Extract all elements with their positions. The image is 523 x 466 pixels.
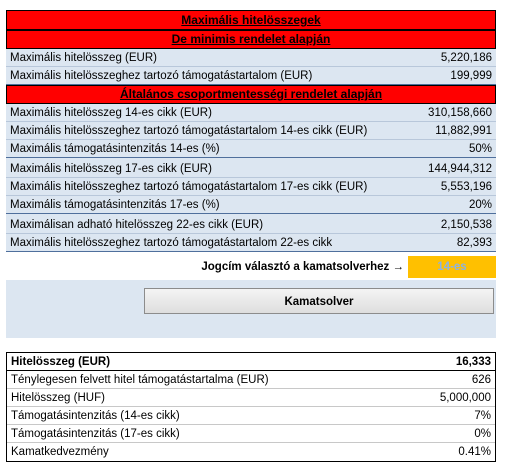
article-selector-label: Jogcím választó a kamatsolverhez → bbox=[201, 261, 404, 273]
result-row bbox=[7, 425, 495, 443]
row-value: 2,150,538 bbox=[440, 219, 492, 231]
loan-amount-input[interactable]: 16,333 bbox=[455, 356, 491, 368]
row-label: Támogatásintenzitás (14-es cikk) bbox=[11, 410, 180, 422]
article17-row bbox=[6, 160, 496, 178]
article17-row bbox=[6, 178, 496, 196]
row-value: 144,944,312 bbox=[428, 163, 492, 175]
row-value: 310,158,660 bbox=[428, 107, 492, 119]
row-label: Maximális hitelösszeghez tartozó támogatástartalom (EUR) bbox=[10, 70, 313, 82]
result-row bbox=[7, 371, 495, 389]
article14-row bbox=[6, 140, 496, 158]
row-value: 199,999 bbox=[450, 70, 492, 82]
row-label: Maximális hitelösszeg 14-es cikk (EUR) bbox=[10, 107, 212, 119]
row-value: 11,882,991 bbox=[435, 125, 492, 137]
row-label: Támogatásintenzitás (17-es cikk) bbox=[11, 428, 180, 440]
row-label: Ténylegesen felvett hitel támogatástartalma (EUR) bbox=[11, 374, 269, 386]
row-value: 82,393 bbox=[456, 237, 492, 249]
result-row bbox=[7, 443, 495, 461]
deminimis-header: De minimis rendelet alapján bbox=[6, 30, 496, 49]
row-label: Maximális támogatásintenzitás 14-es (%) bbox=[10, 143, 220, 155]
row-label: Maximális hitelösszeghez tartozó támogatástartalom 22-es cikk bbox=[10, 237, 333, 249]
row-value: 5,000,000 bbox=[439, 392, 491, 404]
row-label: Maximális hitelösszeghez tartozó támogatástartalom 14-es cikk (EUR) bbox=[10, 125, 368, 137]
article14-row bbox=[6, 104, 496, 122]
row-value: 20% bbox=[468, 199, 492, 211]
article22-row bbox=[6, 234, 496, 252]
article-selector-dropdown[interactable]: 14-es bbox=[408, 256, 496, 278]
altalanos-header: Általános csoportmentességi rendelet alapján bbox=[6, 85, 496, 104]
deminimis-row bbox=[6, 67, 496, 85]
main-title: Maximális hitelösszegek bbox=[6, 10, 496, 30]
row-label: Maximális hitelösszeghez tartozó támogatástartalom 17-es cikk (EUR) bbox=[10, 181, 368, 193]
row-label: Maximálisan adható hitelösszeg 22-es cikk (EUR) bbox=[10, 219, 264, 231]
row-label: Kamatkedvezmény bbox=[11, 446, 109, 458]
row-value: 626 bbox=[471, 374, 491, 386]
row-value: 0% bbox=[474, 428, 491, 440]
row-label: Hitelösszeg (EUR) bbox=[11, 356, 111, 368]
row-value: 50% bbox=[468, 143, 492, 155]
article14-row bbox=[6, 122, 496, 140]
row-label: Hitelösszeg (HUF) bbox=[11, 392, 105, 404]
deminimis-row bbox=[6, 49, 496, 67]
loan-amount-row bbox=[7, 353, 495, 371]
row-value: 7% bbox=[474, 410, 491, 422]
row-value: 5,553,196 bbox=[440, 181, 492, 193]
row-label: Maximális hitelösszeg 17-es cikk (EUR) bbox=[10, 163, 212, 175]
article17-row bbox=[6, 196, 496, 214]
spreadsheet-sheet bbox=[6, 10, 496, 462]
kamatsolver-button[interactable]: Kamatsolver bbox=[144, 288, 494, 314]
row-label: Maximális hitelösszeg (EUR) bbox=[10, 52, 157, 64]
article22-row bbox=[6, 216, 496, 234]
result-row bbox=[7, 389, 495, 407]
results-table bbox=[6, 352, 496, 462]
result-row bbox=[7, 407, 495, 425]
row-value: 0.41% bbox=[458, 446, 491, 458]
row-value: 5,220,186 bbox=[440, 52, 492, 64]
row-label: Maximális támogatásintenzitás 17-es (%) bbox=[10, 199, 220, 211]
solver-button-area bbox=[6, 280, 496, 338]
article-selector-row bbox=[6, 256, 496, 278]
